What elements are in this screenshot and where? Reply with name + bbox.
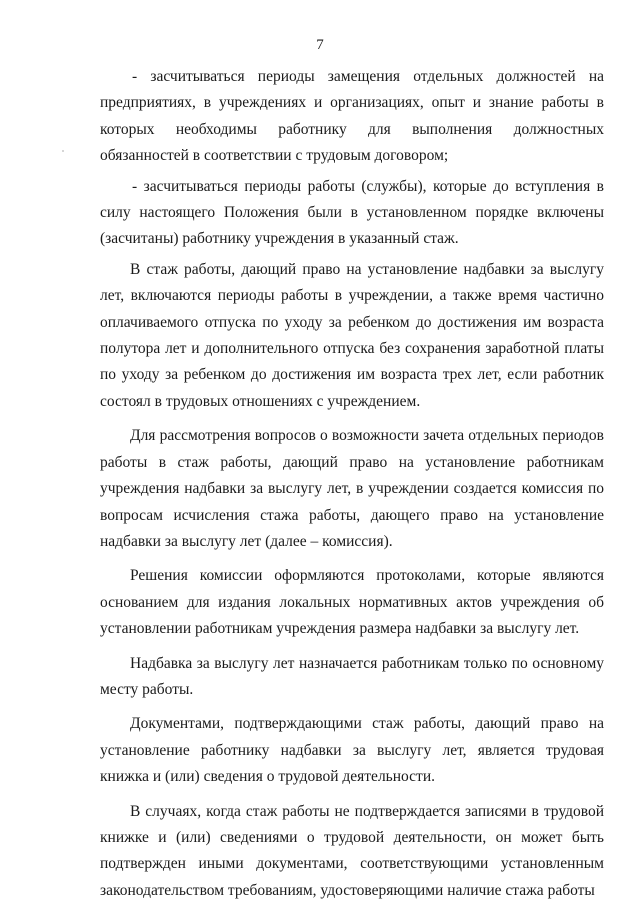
paragraph-confirming-documents: Документами, подтверждающими стаж работы, дающий право на установление работнику надбавки за выслугу лет, является трудовая книжка и (или) сведения о трудовой деятельности. [100, 715, 604, 786]
page-number: 7 [316, 37, 324, 53]
scan-speck [62, 150, 64, 152]
paragraph-seniority-periods: В стаж работы, дающий право на установление надбавки за выслугу лет, включаются периоды работы в учреждении, а также время частично оплачиваемого отпуска по уходу за ребенком до достижения им возраста полутора лет и дополнительного отпуска без сохранения заработной платы по уходу за ребенком до достижения им возраста трех лет, если работник состоял в трудовых отношениях с учреждением. [100, 260, 604, 410]
paragraph-other-documents: В случаях, когда стаж работы не подтверждается записями в трудовой книжке и (или) сведениями о трудовой деятельности, он может быть подтвержден иными документами, соответствующими установленным законодательством требованиям, удостоверяющими наличие стажа работы [100, 802, 604, 899]
paragraph-commission-decisions: Решения комиссии оформляются протоколами, которые являются основанием для издания локальных нормативных актов учреждения об установлении работникам учреждения размера надбавки за выслугу лет. [100, 567, 604, 638]
paragraph-commission: Для рассмотрения вопросов о возможности зачета отдельных периодов работы в стаж работы, дающий право на установление работникам учреждения надбавки за выслугу лет, в учреждении создается комиссия по вопросам исчисления стажа работы, дающего право на установление надбавки за выслугу лет (далее – комиссия). [100, 427, 604, 550]
paragraph-main-workplace: Надбавка за выслугу лет назначается работникам только по основному месту работы. [100, 654, 604, 698]
paragraph-clause-1: - засчитываться периоды замещения отдельных должностей на предприятиях, в учреждениях и организациях, опыт и знание работы в которых необходимы работнику для выполнения должностных обязанностей в соответствии с трудовым договором; [100, 68, 604, 165]
document-body [100, 64, 604, 904]
scan-speck [430, 872, 432, 874]
paragraph-clause-2: - засчитываться периоды работы (службы), которые до вступления в силу настоящего Положения были в установленном порядке включены (засчитаны) работнику учреждения в указанный стаж. [100, 177, 604, 248]
